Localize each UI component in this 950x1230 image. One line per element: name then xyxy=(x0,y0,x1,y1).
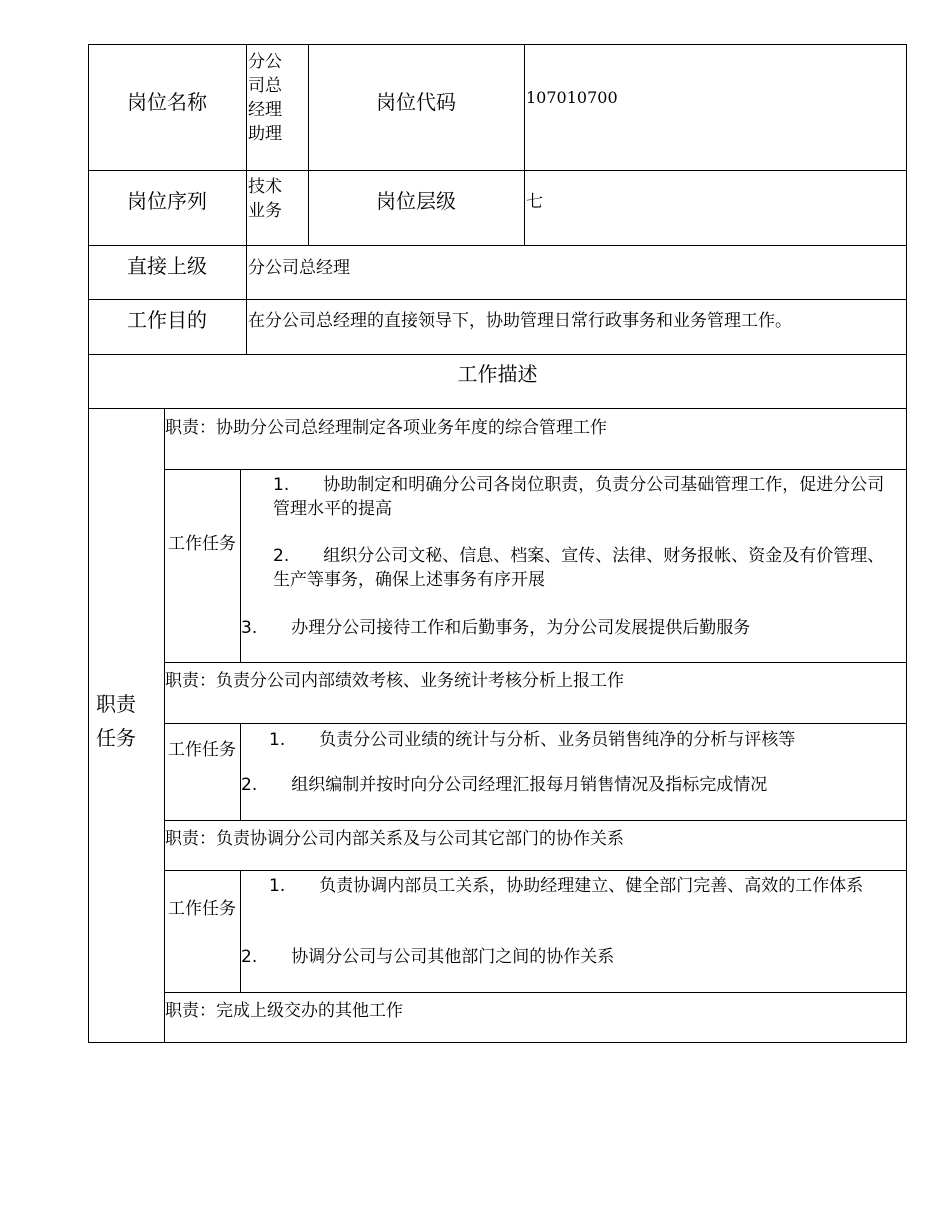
row-divider xyxy=(88,245,907,246)
post-level-label: 岗位层级 xyxy=(376,189,456,213)
col-divider xyxy=(240,870,241,992)
row-divider xyxy=(164,469,907,470)
row-divider xyxy=(164,870,907,871)
task-item: 1. 负责分公司业绩的统计与分析、业务员销售纯净的分析与评核等 xyxy=(269,730,796,750)
col-divider xyxy=(246,44,247,354)
col-divider xyxy=(240,723,241,820)
superior-value: 分公司总经理 xyxy=(248,258,350,278)
task-item: 3. 办理分公司接待工作和后勤事务，为分公司发展提供后勤服务 xyxy=(241,618,751,638)
post-name-value: 分公司总经理助理 xyxy=(248,52,282,144)
duty-title: 职责：负责协调分公司内部关系及与公司其它部门的协作关系 xyxy=(165,829,624,849)
row-divider xyxy=(88,408,907,409)
section-title: 工作描述 xyxy=(457,362,538,386)
post-code-label: 岗位代码 xyxy=(376,90,456,114)
task-item: 2. 组织分公司文秘、信息、档案、宣传、法律、财务报帐、资金及有价管理、生产等事务，确保上述事务有序开展 xyxy=(273,546,885,590)
row-divider xyxy=(88,170,907,171)
post-name-label: 岗位名称 xyxy=(127,90,207,114)
post-level-value: 七 xyxy=(526,192,543,212)
row-divider xyxy=(164,662,907,663)
row-divider xyxy=(88,299,907,300)
row-divider xyxy=(164,820,907,821)
task-item: 1. 负责协调内部员工关系，协助经理建立、健全部门完善、高效的工作体系 xyxy=(269,876,864,896)
duties-label: 职责任务 xyxy=(96,692,136,750)
duty-title: 职责：协助分公司总经理制定各项业务年度的综合管理工作 xyxy=(165,418,607,438)
row-divider xyxy=(164,723,907,724)
superior-label: 直接上级 xyxy=(127,254,207,278)
task-item: 2. 协调分公司与公司其他部门之间的协作关系 xyxy=(241,947,615,967)
post-series-label: 岗位序列 xyxy=(127,189,207,213)
purpose-label: 工作目的 xyxy=(127,308,207,332)
duty-title: 职责：负责分公司内部绩效考核、业务统计考核分析上报工作 xyxy=(165,671,624,691)
row-divider xyxy=(164,992,907,993)
post-code-value: 107010700 xyxy=(526,88,618,107)
task-label: 工作任务 xyxy=(168,899,236,919)
purpose-value: 在分公司总经理的直接领导下，协助管理日常行政事务和业务管理工作。 xyxy=(248,311,792,331)
col-divider xyxy=(308,44,309,245)
task-item: 2. 组织编制并按时向分公司经理汇报每月销售情况及指标完成情况 xyxy=(241,775,768,795)
row-divider xyxy=(88,354,907,355)
col-divider xyxy=(164,408,165,1043)
duty-title: 职责：完成上级交办的其他工作 xyxy=(165,1001,403,1021)
post-series-value: 技术业务 xyxy=(248,177,282,221)
task-label: 工作任务 xyxy=(168,534,236,554)
col-divider xyxy=(524,44,525,245)
task-label: 工作任务 xyxy=(168,740,236,760)
task-item: 1. 协助制定和明确分公司各岗位职责，负责分公司基础管理工作，促进分公司管理水平的提高 xyxy=(273,475,885,519)
